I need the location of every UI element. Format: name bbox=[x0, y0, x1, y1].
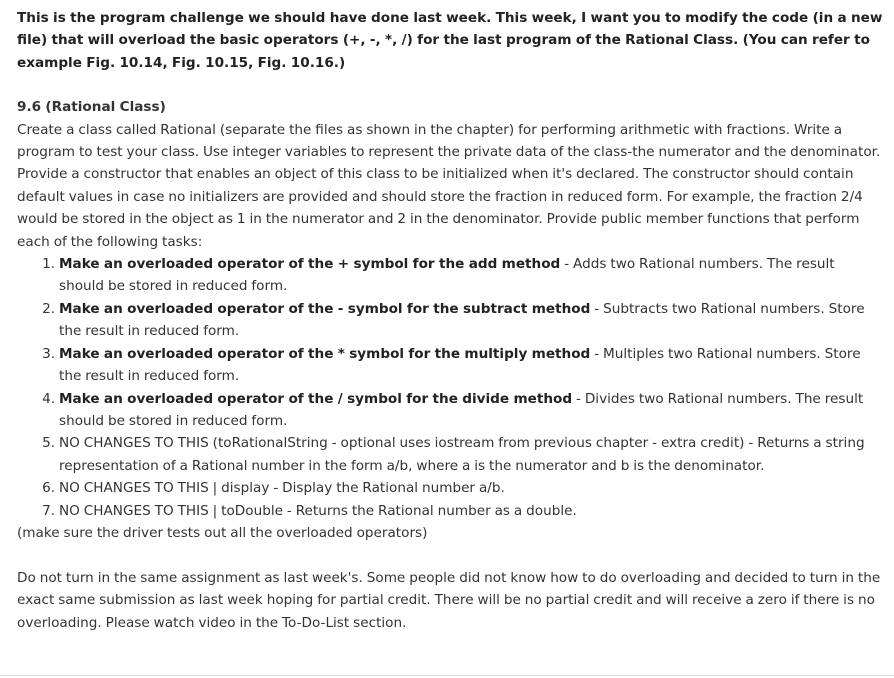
section-description: Create a class called Rational (separate the files as shown in the chapter) for performing arithmetic with fractions. Write a program to test your class. Use integer variables to represent the private data of the class-the numerator and the denominator. Provide a constructor that enables an object of this class to be initialized when it's declared. The constructor should contain default values in case no initializers are provided and should store the fraction in reduced form. For example, the fraction 2/4 would be stored in the object as 1 in the numerator and 2 in the denominator. Provide public member functions that perform each of the following tasks: bbox=[17, 121, 881, 250]
section-heading: 9.6 (Rational Class) bbox=[17, 99, 166, 116]
task-item bbox=[59, 253, 883, 298]
task-item bbox=[59, 500, 883, 522]
assignment-content bbox=[17, 7, 883, 634]
task-item bbox=[59, 432, 883, 477]
task-text: - Multiples two Rational numbers. Store the result in reduced form. bbox=[59, 345, 861, 385]
task-title: Make an overloaded operator of the * symbol for the multiply method bbox=[59, 345, 591, 362]
task-text: - Adds two Rational numbers. The result should be stored in reduced form. bbox=[59, 256, 835, 295]
bottom-divider bbox=[0, 675, 894, 676]
task-item bbox=[59, 343, 883, 388]
task-text: - Subtracts two Rational numbers. Store the result in reduced form. bbox=[59, 300, 865, 340]
task-text: NO CHANGES TO THIS | display - Display the Rational number a/b. bbox=[59, 480, 505, 497]
intro-paragraph: This is the program challenge we should have done last week. This week, I want you to modify the code (in a new file) that will overload the basic operators (+, -, *, /) for the last program of the Rational Class. (You can refer to example Fig. 10.14, Fig. 10.15, Fig. 10.16.) bbox=[17, 10, 883, 71]
task-list bbox=[17, 253, 883, 522]
task-item bbox=[59, 477, 883, 499]
task-text: NO CHANGES TO THIS (toRationalString - optional uses iostream from previous chapter - extra credit) - Returns a string representation of a Rational number in the form a/b, where a is the numerator and b is the denominator. bbox=[59, 435, 865, 474]
task-title: Make an overloaded operator of the / symbol for the divide method bbox=[59, 390, 573, 407]
driver-note: (make sure the driver tests out all the overloaded operators) bbox=[17, 524, 428, 541]
task-text: NO CHANGES TO THIS | toDouble - Returns the Rational number as a double. bbox=[59, 502, 577, 519]
task-title: Make an overloaded operator of the + symbol for the add method bbox=[59, 256, 561, 273]
task-item bbox=[59, 388, 883, 433]
task-text: - Divides two Rational numbers. The result should be stored in reduced form. bbox=[59, 390, 864, 429]
paragraph-spacer bbox=[17, 544, 883, 566]
task-item bbox=[59, 298, 883, 343]
closing-paragraph: Do not turn in the same assignment as last week's. Some people did not know how to do overloading and decided to turn in the exact same submission as last week hoping for partial credit. There will be no partial credit and will receive a zero if there is no overloading. Please watch video in the To-Do-List section. bbox=[17, 569, 881, 631]
task-title: Make an overloaded operator of the - symbol for the subtract method bbox=[59, 300, 591, 317]
